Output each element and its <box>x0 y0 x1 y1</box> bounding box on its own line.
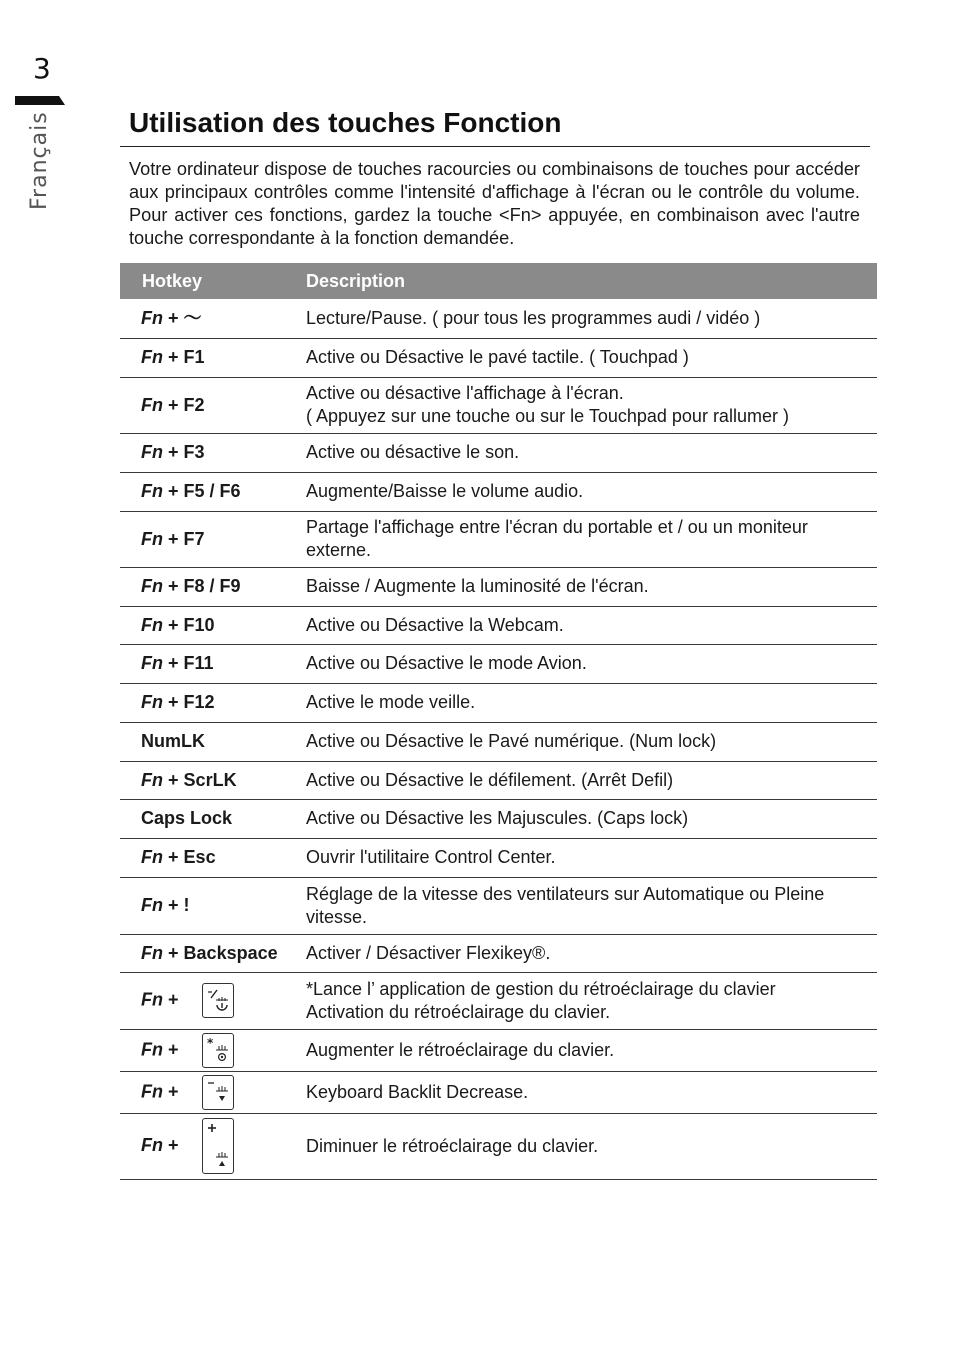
key-label: F5 / F6 <box>183 481 241 501</box>
table-row <box>120 838 877 877</box>
key-label: ! <box>183 895 190 915</box>
page-title: Utilisation des touches Fonction <box>129 107 562 138</box>
key-label: F10 <box>183 614 215 635</box>
hotkey-cell <box>120 1113 300 1179</box>
description-cell <box>300 299 877 338</box>
description-text: Active le mode veille. <box>306 692 476 712</box>
description-cell <box>300 972 877 1029</box>
plus-sign: + <box>168 307 179 328</box>
hotkey-cell <box>120 722 300 761</box>
description-cell <box>300 799 877 838</box>
description-cell <box>300 877 877 934</box>
fn-key-label: Fn <box>141 394 163 415</box>
table-row <box>120 511 877 567</box>
table-row <box>120 338 877 377</box>
svg-text:*: * <box>206 1035 213 1050</box>
plus-sign: + <box>168 528 179 549</box>
fn-key-label: Fn <box>141 1134 163 1155</box>
hotkey-cell <box>120 877 300 934</box>
key-label: Esc <box>183 847 216 867</box>
side-tab-marker <box>15 96 65 105</box>
fn-key-label: Fn <box>141 614 163 635</box>
description-text: Keyboard Backlit Decrease. <box>306 1081 529 1102</box>
fn-key-label: Fn <box>141 692 163 712</box>
fn-key-label: Fn <box>141 442 163 462</box>
backlight-decrease-key-icon <box>202 1075 234 1110</box>
description-text: Active ou désactive le son. <box>306 442 520 462</box>
plus-sign: + <box>168 394 179 415</box>
description-text: Active ou Désactive le mode Avion. <box>306 653 587 673</box>
title-rule <box>120 146 870 147</box>
fn-key-label: Fn <box>141 847 163 867</box>
description-cell <box>300 838 877 877</box>
key-label: Backspace <box>183 942 278 963</box>
description-text: Diminuer le rétroéclairage du clavier. <box>306 1135 599 1156</box>
description-text: ( Appuyez sur une touche ou sur le Touchpad pour rallumer ) <box>306 406 789 426</box>
header-hotkey: Hotkey <box>120 263 300 299</box>
description-text: Activer / Désactiver Flexikey®. <box>306 942 551 963</box>
fn-key-label: Fn <box>141 1038 163 1059</box>
description-text: Activation du rétroéclairage du clavier. <box>306 1001 611 1022</box>
hotkey-cell <box>120 644 300 683</box>
description-text: Active ou Désactive le défilement. (Arrêt Defil) <box>306 769 674 790</box>
fn-key-label: Fn <box>141 653 163 673</box>
description-text: Lecture/Pause. ( pour tous les programmes audi / vidéo ) <box>306 307 761 328</box>
hotkey-cell <box>120 683 300 722</box>
plus-sign: + <box>168 1038 179 1059</box>
fn-key-label: Fn <box>141 1080 163 1101</box>
plus-sign: + <box>168 614 179 635</box>
description-cell <box>300 1113 877 1179</box>
description-cell <box>300 683 877 722</box>
key-label: Caps Lock <box>141 808 233 828</box>
fn-key-label: Fn <box>141 347 163 367</box>
description-cell <box>300 472 877 511</box>
plus-sign: + <box>168 942 179 963</box>
plus-sign: + <box>168 576 179 596</box>
hotkey-rows <box>120 299 877 1179</box>
table-row <box>120 377 877 433</box>
description-cell <box>300 567 877 606</box>
intro-paragraph: Votre ordinateur dispose de touches racourcies ou combinaisons de touches pour accéder aux principaux contrôles comme l'intensité d'affichage à l'écran ou le contrôle du volume. Pour activer ces fonctions, gardez la touche <Fn> appuyée, en combinaison avec l'autre touche correspondante à la fonction demandée. <box>129 159 860 248</box>
table-row <box>120 722 877 761</box>
key-label: NumLK <box>141 731 205 751</box>
hotkey-cell <box>120 338 300 377</box>
backlight-toggle-key-icon <box>202 983 234 1018</box>
description-text: *Lance l’ application de gestion du rétroéclairage du clavier <box>306 978 776 999</box>
description-text: Active ou Désactive la Webcam. <box>306 614 564 635</box>
key-label: F2 <box>183 394 205 415</box>
plus-sign: + <box>168 1080 179 1101</box>
description-cell <box>300 934 877 972</box>
fn-key-label: Fn <box>141 895 163 915</box>
key-label: F7 <box>183 528 205 549</box>
hotkey-cell <box>120 1029 300 1071</box>
hotkey-cell <box>120 567 300 606</box>
key-label: F11 <box>183 653 214 673</box>
table-row <box>120 877 877 934</box>
table-row <box>120 1029 877 1071</box>
table-row <box>120 299 877 338</box>
plus-sign: + <box>168 769 179 790</box>
hotkey-cell <box>120 1071 300 1113</box>
hotkey-cell <box>120 511 300 567</box>
description-cell <box>300 761 877 799</box>
table-row <box>120 1071 877 1113</box>
backlight-plus-key-icon <box>202 1118 234 1174</box>
plus-sign: + <box>168 989 179 1010</box>
key-label: F8 / F9 <box>183 576 241 596</box>
description-cell <box>300 511 877 567</box>
table-row <box>120 472 877 511</box>
description-text: Active ou désactive l'affichage à l'écran. <box>306 383 624 403</box>
fn-key-label: Fn <box>141 576 163 596</box>
description-cell <box>300 606 877 644</box>
description-cell <box>300 722 877 761</box>
key-label: F12 <box>183 692 215 712</box>
fn-key-label: Fn <box>141 942 163 963</box>
hotkey-table <box>120 263 877 1180</box>
description-text: Active ou Désactive les Majuscules. (Caps lock) <box>306 808 689 828</box>
table-row <box>120 1113 877 1179</box>
description-cell <box>300 338 877 377</box>
description-text: Active ou Désactive le Pavé numérique. (Num lock) <box>306 731 717 751</box>
plus-sign: + <box>168 347 179 367</box>
hotkey-cell <box>120 972 300 1029</box>
table-row <box>120 799 877 838</box>
hotkey-cell <box>120 606 300 644</box>
description-text: Réglage de la vitesse des ventilateurs sur Automatique ou Pleine vitesse. <box>306 883 825 927</box>
plus-sign: + <box>168 847 179 867</box>
hotkey-cell <box>120 761 300 799</box>
table-header-row <box>120 263 877 299</box>
key-label: F1 <box>183 347 205 367</box>
description-text: Augmente/Baisse le volume audio. <box>306 481 584 501</box>
hotkey-cell <box>120 799 300 838</box>
key-label: 〜 <box>183 307 202 328</box>
table-row <box>120 683 877 722</box>
description-text: Ouvrir l'utilitaire Control Center. <box>306 847 556 867</box>
fn-key-label: Fn <box>141 528 163 549</box>
plus-sign: + <box>168 692 179 712</box>
plus-sign: + <box>168 895 179 915</box>
plus-sign: + <box>168 442 179 462</box>
language-tab: Français <box>27 111 52 210</box>
description-text: Augmenter le rétroéclairage du clavier. <box>306 1039 615 1060</box>
table-row <box>120 972 877 1029</box>
hotkey-cell <box>120 472 300 511</box>
table-row <box>120 934 877 972</box>
description-text: Baisse / Augmente la luminosité de l'écran. <box>306 576 649 596</box>
table-row <box>120 433 877 472</box>
plus-sign: + <box>168 481 179 501</box>
key-label: F3 <box>183 442 205 462</box>
description-cell <box>300 433 877 472</box>
key-label: ScrLK <box>183 769 237 790</box>
description-text: Active ou Désactive le pavé tactile. ( Touchpad ) <box>306 347 689 367</box>
table-row <box>120 761 877 799</box>
fn-key-label: Fn <box>141 481 163 501</box>
description-cell <box>300 1029 877 1071</box>
hotkey-cell <box>120 299 300 338</box>
hotkey-cell <box>120 377 300 433</box>
description-cell <box>300 377 877 433</box>
fn-key-label: Fn <box>141 989 163 1010</box>
hotkey-cell <box>120 433 300 472</box>
backlight-increase-key-icon <box>202 1033 234 1068</box>
hotkey-cell <box>120 934 300 972</box>
plus-sign: + <box>168 1134 179 1155</box>
table-row <box>120 606 877 644</box>
fn-key-label: Fn <box>141 769 163 790</box>
header-description: Description <box>300 263 877 299</box>
description-cell <box>300 644 877 683</box>
hotkey-cell <box>120 838 300 877</box>
description-text: Partage l'affichage entre l'écran du portable et / ou un moniteur externe. <box>306 517 808 560</box>
table-row <box>120 644 877 683</box>
plus-sign: + <box>168 653 179 673</box>
page-number: 3 <box>33 52 51 85</box>
fn-key-label: Fn <box>141 307 163 328</box>
table-row <box>120 567 877 606</box>
description-cell <box>300 1071 877 1113</box>
